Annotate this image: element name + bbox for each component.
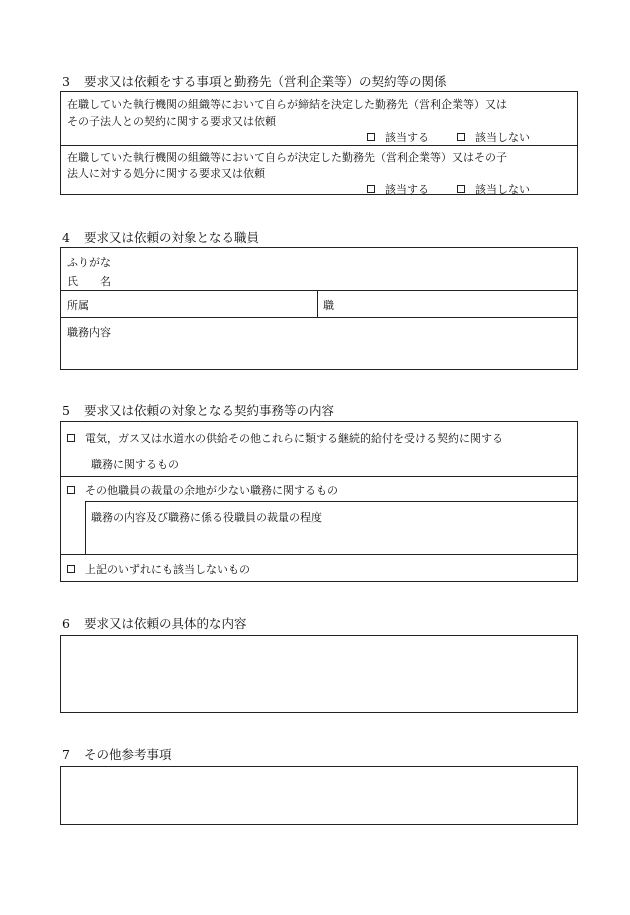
section3-row1-options: 該当する 該当しない xyxy=(367,129,530,145)
row1-yes-checkbox[interactable] xyxy=(367,133,375,141)
position-label: 職 xyxy=(323,299,334,312)
option1-checkbox[interactable] xyxy=(67,434,75,442)
section3-row1-text1: 在職していた執行機関の組織等において自らが締結を決定した勤務先（営利企業等）又は xyxy=(67,98,507,111)
affiliation-label: 所属 xyxy=(67,299,89,312)
furigana-label: ふりがな xyxy=(67,256,111,269)
option1-line2: 職務に関するもの xyxy=(91,458,179,471)
option1-line1: 電気，ガス又は水道水の供給その他これらに類する継続的給付を受ける契約に関する xyxy=(67,430,503,446)
row2-no-checkbox[interactable] xyxy=(457,185,465,193)
option2-sub: 職務の内容及び職務に係る役職員の裁量の程度 xyxy=(91,511,322,524)
section4-divider-1 xyxy=(61,290,577,291)
section5-sub-vdivider xyxy=(85,501,86,554)
section5-divider-1 xyxy=(61,476,577,477)
section3-row1-text2: その子法人との契約に関する要求又は依頼 xyxy=(67,115,276,128)
section3-table xyxy=(60,91,578,195)
section5-divider-2 xyxy=(85,501,577,502)
option2-line: その他職員の裁量の余地が少ない職務に関するもの xyxy=(67,482,338,498)
section5-divider-3 xyxy=(61,554,577,555)
row2-yes-checkbox[interactable] xyxy=(367,185,375,193)
section6-title: 6 要求又は依頼の具体的な内容 xyxy=(62,616,247,631)
section6-textbox[interactable] xyxy=(60,635,578,713)
row1-no-checkbox[interactable] xyxy=(457,133,465,141)
section7-textbox[interactable] xyxy=(60,766,578,825)
section5-table xyxy=(60,421,578,582)
section4-vdivider xyxy=(317,290,318,317)
section3-row2-text2: 法人に対する処分に関する要求又は依頼 xyxy=(67,167,265,180)
section3-row2-options: 該当する 該当しない xyxy=(367,181,530,197)
section5-title: 5 要求又は依頼の対象となる契約事務等の内容 xyxy=(62,403,335,418)
section4-table xyxy=(60,247,578,370)
name-label: 氏 名 xyxy=(67,275,111,288)
section3-divider xyxy=(61,145,577,146)
option3-checkbox[interactable] xyxy=(67,565,75,573)
duties-label: 職務内容 xyxy=(67,326,111,339)
section7-title: 7 その他参考事項 xyxy=(62,747,172,762)
section3-row2-text1: 在職していた執行機関の組織等において自らが決定した勤務先（営利企業等）又はその子 xyxy=(67,151,507,164)
section4-divider-2 xyxy=(61,317,577,318)
section4-title: 4 要求又は依頼の対象となる職員 xyxy=(62,230,260,245)
option3-line: 上記のいずれにも該当しないもの xyxy=(67,561,250,577)
section3-title: 3 要求又は依頼をする事項と勤務先（営利企業等）の契約等の関係 xyxy=(62,74,447,89)
option2-checkbox[interactable] xyxy=(67,486,75,494)
